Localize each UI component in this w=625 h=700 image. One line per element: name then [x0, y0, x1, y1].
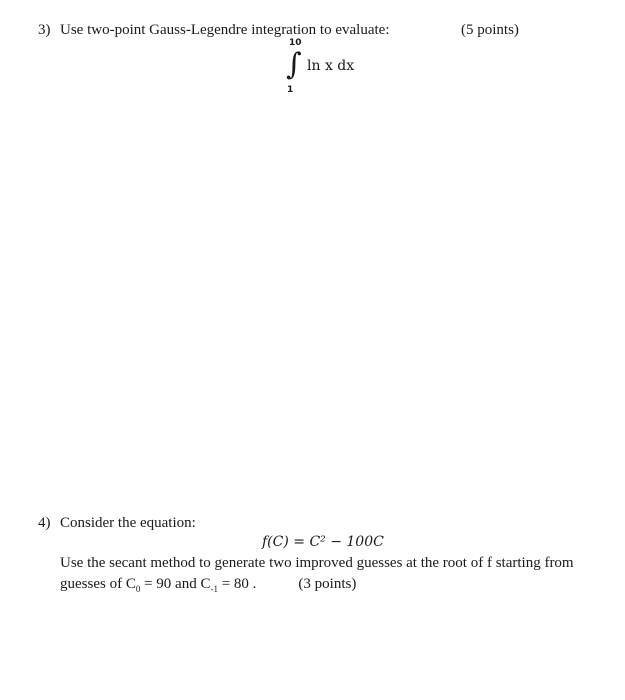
- problem-4-instruction-line-1: Use the secant method to generate two improved guesses at the root of f starting from: [60, 555, 574, 571]
- problem-4-instruction-line-2: [60, 575, 356, 593]
- guesses-middle: = 90 and C: [140, 576, 211, 592]
- integral-upper-limit: 10: [289, 38, 302, 48]
- problem-4-points: (3 points): [298, 576, 357, 592]
- integrand: ln x dx: [307, 58, 355, 74]
- integral-lower-limit: 1: [287, 85, 294, 95]
- problem-3-points: (5 points): [461, 22, 519, 38]
- guesses-prefix: guesses of C: [60, 576, 136, 592]
- problem-3-prompt: Use two-point Gauss-Legendre integration to evaluate:: [60, 22, 390, 38]
- problem-4-prompt: Consider the equation:: [60, 515, 196, 531]
- c-minus-1-subscript: -1: [210, 584, 218, 594]
- problem-4-number: 4): [38, 515, 51, 531]
- integral-expression: [280, 38, 370, 98]
- integral-sign: ∫: [286, 47, 302, 82]
- c0-subscript: 0: [135, 584, 141, 594]
- equation: f(C) = C² − 100C: [262, 534, 384, 550]
- problem-3-number: 3): [38, 22, 51, 38]
- guesses-suffix: = 80 .: [217, 576, 257, 592]
